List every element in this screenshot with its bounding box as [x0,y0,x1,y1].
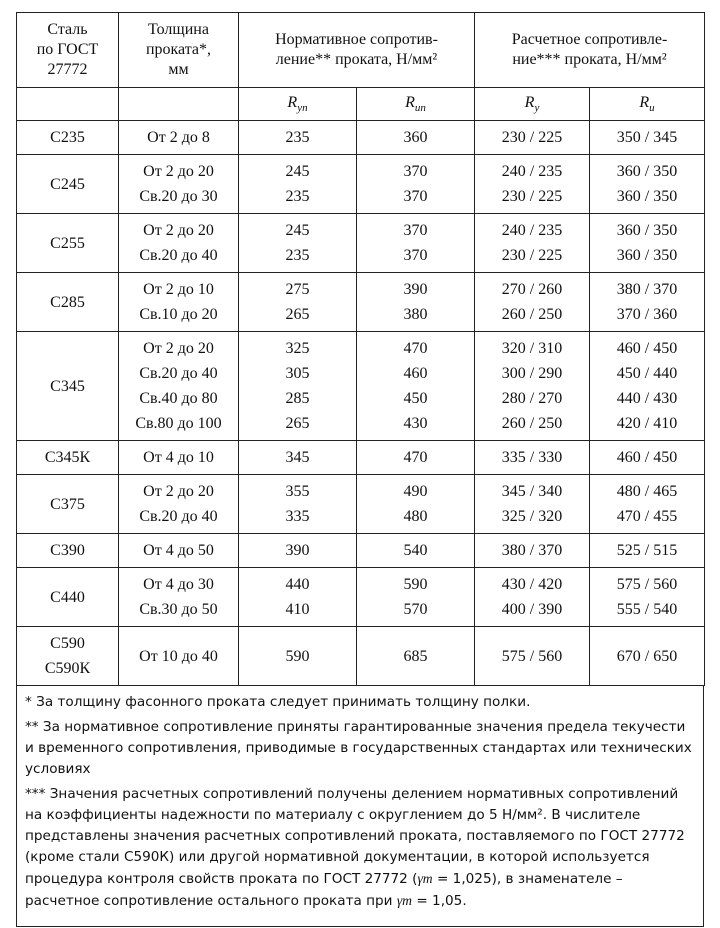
cell-line: 440 [285,576,310,593]
cell-line: Св.20 до 40 [139,365,218,382]
cell-line: 235 [285,188,310,205]
symbol-ryn [239,88,357,121]
cell-line: С375 [50,495,85,513]
cell-line: С590К [44,660,91,677]
cell-line: От 4 до 10 [143,449,214,466]
cell-line: От 2 до 20 [143,340,214,357]
cell-ryn [239,155,357,214]
cell-ry [475,214,590,273]
cell-line: 575 / 560 [501,647,563,665]
symbol-empty [17,88,119,121]
cell-run [357,534,475,568]
cell-line: 370 [403,188,428,205]
table-body [17,121,705,686]
cell-ru [590,121,705,155]
header-line: Расчетное сопротивле- [511,31,668,48]
cell-line: 335 / 330 [501,449,563,466]
table-row [17,121,705,155]
cell-line: Св.20 до 40 [139,508,218,525]
cell-ru [590,155,705,214]
table-row [17,627,705,686]
cell-line: 350 / 345 [616,129,678,146]
cell-ry [475,475,590,534]
cell-line: 450 [403,390,428,407]
header-line: Толщина [148,21,209,38]
cell-line: 235 [285,247,310,264]
cell-line: 470 [403,449,428,466]
cell-line: С235 [50,129,85,146]
cell-line: С245 [50,175,85,193]
cell-line: 270 / 260 [501,281,563,298]
cell-line: 390 [403,281,428,298]
cell-line: 400 / 390 [501,601,563,618]
cell-ryn [239,214,357,273]
cell-line: 260 / 250 [501,306,563,323]
table-row [17,568,705,627]
cell-line: 420 / 410 [616,415,678,432]
cell-line: 285 [285,390,310,407]
cell-thick [119,214,239,273]
footnote-1: * За толщину фасонного проката следует принимать толщину полки. [25,694,531,710]
cell-line: 230 / 225 [501,188,563,205]
cell-line: Св.30 до 50 [139,601,218,618]
symbol-ry [475,88,590,121]
cell-line: С440 [50,588,85,606]
header-line: проката*, [145,41,212,58]
cell-line: 325 / 320 [501,508,563,525]
cell-line: Св.80 до 100 [135,415,222,432]
cell-line: 460 / 450 [616,340,678,357]
cell-run [357,332,475,441]
header-line: 27772 [47,61,88,78]
header-normative-resistance [239,13,475,88]
cell-ryn [239,627,357,686]
table-row [17,273,705,332]
cell-line: 345 / 340 [501,483,563,500]
cell-line: 230 / 225 [501,247,563,264]
cell-line: 430 [403,415,428,432]
cell-line: 490 [403,483,428,500]
cell-line: От 2 до 20 [143,483,214,500]
cell-ryn [239,441,357,475]
cell-grade [17,568,119,627]
cell-line: 345 [285,449,310,466]
cell-grade [17,441,119,475]
cell-ry [475,155,590,214]
cell-ru [590,568,705,627]
steel-resistance-table [16,12,705,686]
cell-thick [119,273,239,332]
table-row [17,534,705,568]
symbol-text: R [287,93,298,111]
cell-line: 265 [285,306,310,323]
cell-line: 240 / 235 [501,163,563,180]
cell-line: От 2 до 20 [143,222,214,239]
footnote-2: ** За нормативное сопротивление приняты гарантированные значения предела текучести и временного сопротивления, приводимые в государственных стандартах или технических условиях [25,719,692,777]
cell-line: 360 / 350 [616,163,678,180]
cell-line: 470 / 455 [616,508,678,525]
cell-run [357,273,475,332]
cell-line: 670 / 650 [616,647,678,665]
cell-line: 540 [403,542,428,559]
cell-line: С390 [50,542,85,559]
cell-ryn [239,273,357,332]
cell-ru [590,441,705,475]
cell-line: 370 [403,163,428,180]
header-steel-grade [17,13,119,88]
cell-line: 355 [285,483,310,500]
cell-ru [590,332,705,441]
cell-line: Св.10 до 20 [139,306,218,323]
footnote-3-part: *** Значения расчетных сопротивлений получены делением нормативных сопротивлений на коэффициенты надежности по материалу с округлением до 5 Н/мм². В числителе представлены значения расчетных сопротивлений проката, поставляемого по ГОСТ 27772 (кроме стали С590К) или другой нормативной документации, в которой используется процедура контроля свойств проката по ГОСТ 27772 ( [25,786,685,887]
cell-run [357,475,475,534]
cell-line: 360 / 350 [616,247,678,264]
cell-line: 360 / 350 [616,222,678,239]
cell-ru [590,214,705,273]
cell-line: Св.20 до 40 [139,247,218,264]
header-design-resistance [475,13,705,88]
cell-line: Св.20 до 30 [139,188,218,205]
cell-ryn [239,568,357,627]
cell-line: 305 [285,365,310,382]
symbol-text: R [639,93,650,111]
cell-grade [17,534,119,568]
cell-line: 240 / 235 [501,222,563,239]
cell-line: 275 [285,281,310,298]
cell-line: От 2 до 10 [143,281,214,298]
cell-line: 230 / 225 [501,129,563,146]
cell-ry [475,441,590,475]
cell-line: 440 / 430 [616,390,678,407]
cell-line: 325 [285,340,310,357]
cell-grade [17,214,119,273]
cell-line: С255 [50,234,85,252]
cell-line: От 4 до 30 [143,576,214,593]
cell-ry [475,332,590,441]
cell-line: 320 / 310 [501,340,563,357]
symbol-run [357,88,475,121]
symbol-text: R [524,93,535,111]
cell-line: 590 [285,647,310,665]
header-line: ление** проката, Н/мм² [275,51,438,68]
cell-ru [590,534,705,568]
table-row [17,441,705,475]
table-row [17,214,705,273]
cell-line: Св.40 до 80 [139,390,218,407]
table-row [17,332,705,441]
cell-thick [119,627,239,686]
cell-grade [17,627,119,686]
cell-ry [475,627,590,686]
cell-thick [119,568,239,627]
cell-line: 380 [403,306,428,323]
gamma-m-symbol: γm [417,871,433,886]
cell-line: 265 [285,415,310,432]
cell-line: 410 [285,601,310,618]
cell-line: 480 / 465 [616,483,678,500]
cell-line: 470 [403,340,428,357]
symbol-row [17,88,705,121]
cell-line: 380 / 370 [501,542,563,559]
symbol-ru [590,88,705,121]
cell-line: 460 / 450 [616,449,678,466]
cell-line: С345 [50,377,85,395]
cell-line: 280 / 270 [501,390,563,407]
cell-thick [119,534,239,568]
footnote-3 [25,784,695,912]
cell-line: 450 / 440 [616,365,678,382]
cell-run [357,214,475,273]
cell-ru [590,273,705,332]
cell-thick [119,475,239,534]
cell-line: 575 / 560 [616,576,678,593]
cell-grade [17,273,119,332]
symbol-text: R [405,93,415,111]
cell-grade [17,121,119,155]
cell-line: 335 [285,508,310,525]
cell-thick [119,441,239,475]
cell-ry [475,534,590,568]
table-row [17,475,705,534]
cell-line: 570 [403,601,428,618]
cell-thick [119,121,239,155]
cell-line: С345К [44,449,91,466]
cell-run [357,568,475,627]
gamma-m-symbol: γm [396,893,413,908]
cell-run [357,155,475,214]
cell-line: 260 / 250 [501,415,563,432]
cell-line: 370 [403,222,428,239]
cell-grade [17,332,119,441]
symbol-sub: u [649,102,655,115]
cell-line: 300 / 290 [501,365,563,382]
cell-ryn [239,534,357,568]
cell-thick [119,155,239,214]
symbol-sub: yn [297,102,308,115]
cell-line: От 2 до 8 [147,129,210,146]
symbol-sub: un [414,102,426,115]
cell-ryn [239,332,357,441]
cell-ryn [239,121,357,155]
cell-line: 685 [403,647,428,665]
cell-run [357,441,475,475]
cell-line: От 4 до 50 [143,542,214,559]
cell-line: 370 [403,247,428,264]
document [16,12,704,927]
cell-line: 245 [285,163,310,180]
header-line: по ГОСТ [36,41,99,58]
cell-ru [590,627,705,686]
footnotes [16,686,704,927]
cell-line: 360 [403,129,428,146]
cell-grade [17,155,119,214]
header-line: Нормативное сопротив- [275,31,438,48]
cell-ryn [239,475,357,534]
header-line: мм [168,61,189,78]
cell-line: 555 / 540 [616,601,678,618]
cell-ry [475,273,590,332]
cell-run [357,627,475,686]
header-line: ние*** проката, Н/мм² [512,51,667,68]
symbol-empty [119,88,239,121]
header-row [17,13,705,88]
cell-line: 235 [285,129,310,146]
cell-line: 590 [403,576,428,593]
header-line: Сталь [47,21,88,38]
cell-thick [119,332,239,441]
header-thickness [119,13,239,88]
cell-line: 525 / 515 [616,542,678,559]
cell-ry [475,121,590,155]
cell-run [357,121,475,155]
cell-line: 360 / 350 [616,188,678,205]
cell-line: С590 [50,635,85,652]
cell-line: 370 / 360 [616,306,678,323]
cell-grade [17,475,119,534]
cell-ry [475,568,590,627]
cell-line: С285 [50,293,85,311]
cell-line: 480 [403,508,428,525]
table-row [17,155,705,214]
symbol-sub: y [534,102,540,115]
cell-line: 245 [285,222,310,239]
cell-ru [590,475,705,534]
cell-line: 390 [285,542,310,559]
cell-line: От 10 до 40 [139,647,218,665]
footnote-3-part: = 1,05. [412,893,467,909]
cell-line: 380 / 370 [616,281,678,298]
cell-line: 460 [403,365,428,382]
footnote-3-part: = 1,025), в знаменателе – расчетное сопротивление остального проката при [25,871,623,909]
cell-line: От 2 до 20 [143,163,214,180]
cell-line: 430 / 420 [501,576,563,593]
